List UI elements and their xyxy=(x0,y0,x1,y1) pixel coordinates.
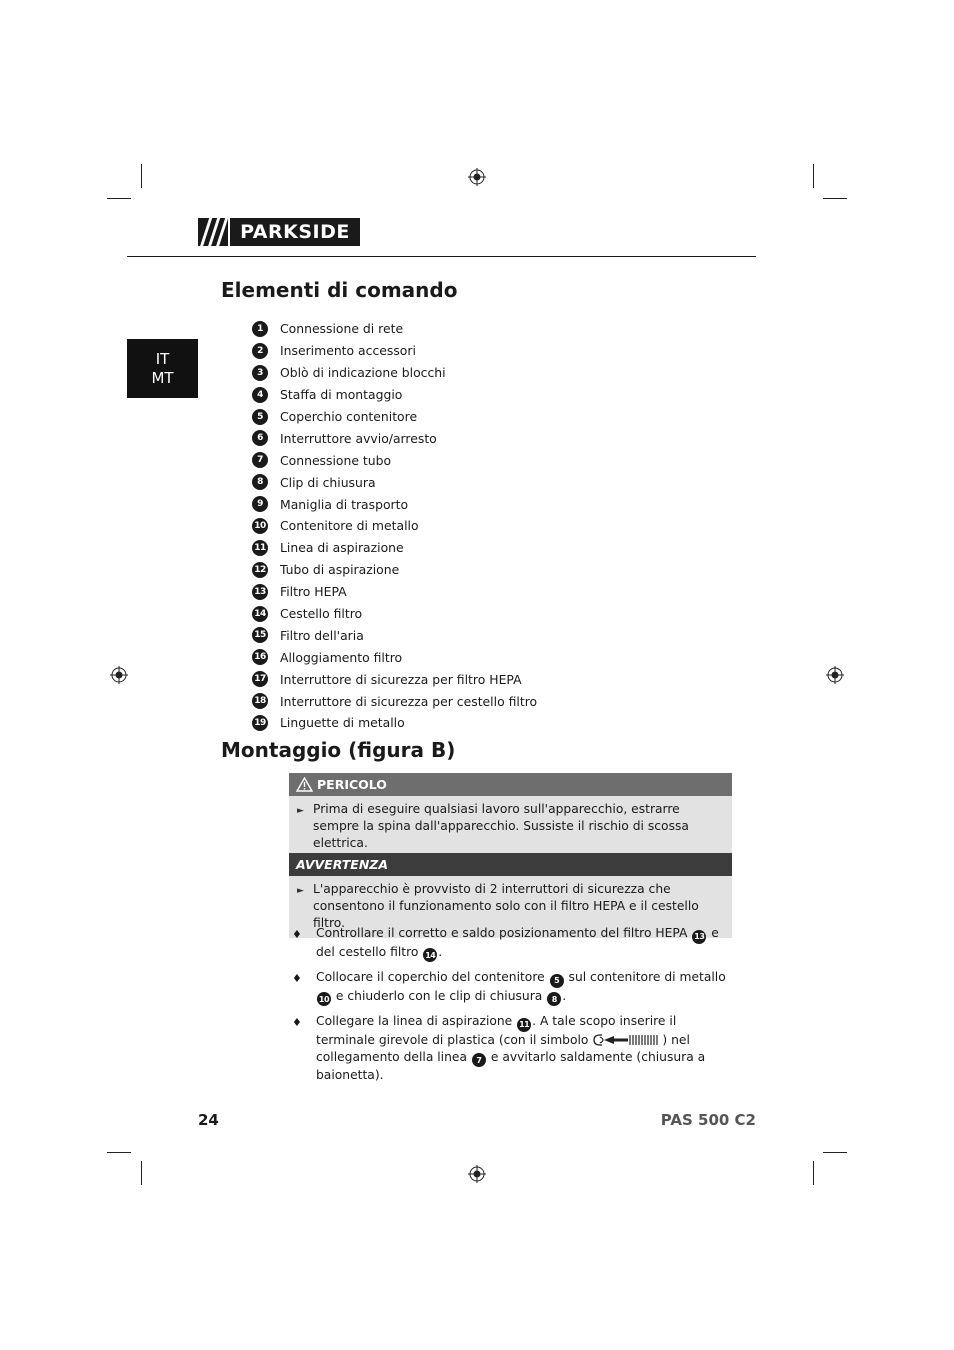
logo-stripes-icon xyxy=(198,218,228,246)
step-text-part: . xyxy=(562,988,567,1003)
list-item xyxy=(252,581,537,603)
part-label: Staffa di montaggio xyxy=(280,387,403,403)
part-number-badge: 8 xyxy=(547,992,561,1006)
registration-mark-icon xyxy=(110,666,128,684)
danger-text: Prima di eseguire qualsiasi lavoro sull'apparecchio, estrarre sempre la spina dall'apparecchio. Sussiste il rischio di scossa elettrica. xyxy=(313,802,689,850)
list-item xyxy=(252,515,537,537)
language-tab xyxy=(127,339,198,398)
danger-box xyxy=(289,773,732,858)
list-item xyxy=(252,690,537,712)
step-text-part: . xyxy=(438,944,443,959)
part-number-badge: 2 xyxy=(252,343,268,359)
part-number-badge: 4 xyxy=(252,387,268,403)
part-number-badge: 16 xyxy=(252,649,268,665)
part-label: Filtro dell'aria xyxy=(280,627,364,643)
list-item xyxy=(252,427,537,449)
language-code-mt: MT xyxy=(151,368,174,387)
step-text-part: Collocare il coperchio del contenitore xyxy=(316,970,545,984)
part-label: Maniglia di trasporto xyxy=(280,496,409,512)
assembly-steps xyxy=(292,925,732,1091)
warning-label: AVVERTENZA xyxy=(296,857,389,872)
list-item xyxy=(252,449,537,471)
crop-mark xyxy=(107,1152,131,1153)
part-label: Interruttore di sicurezza per cestello filtro xyxy=(280,693,538,709)
part-number-badge: 1 xyxy=(252,321,268,337)
language-code-it: IT xyxy=(155,349,170,368)
part-number-badge: 13 xyxy=(252,584,268,600)
model-name: PAS 500 C2 xyxy=(660,1111,756,1129)
part-label: Contenitore di metallo xyxy=(280,518,419,534)
part-label: Oblò di indicazione blocchi xyxy=(280,365,446,381)
part-number-badge: 17 xyxy=(252,671,268,687)
list-item xyxy=(252,537,537,559)
arrow-right-icon: ► xyxy=(297,886,304,896)
part-number-badge: 11 xyxy=(252,540,268,556)
step-text-part: Collegare la linea di aspirazione xyxy=(316,1014,513,1028)
arrow-right-icon: ► xyxy=(297,806,304,816)
crop-mark xyxy=(141,164,142,188)
registration-mark-icon xyxy=(826,666,844,684)
part-label: Interruttore di sicurezza per filtro HEPA xyxy=(280,671,522,687)
list-item xyxy=(292,969,732,1006)
part-label: Connessione tubo xyxy=(280,452,392,468)
list-item xyxy=(252,712,537,734)
list-item xyxy=(292,1013,732,1084)
registration-mark-icon xyxy=(468,168,486,186)
part-number-badge: 15 xyxy=(252,627,268,643)
section-title-assembly: Montaggio (figura B) xyxy=(221,738,456,762)
part-number-badge: 14 xyxy=(252,606,268,622)
parkside-logo xyxy=(198,218,360,246)
diamond-bullet-icon: ♦ xyxy=(292,928,302,941)
crop-mark xyxy=(141,1161,142,1185)
crop-mark xyxy=(813,1161,814,1185)
part-number-badge: 19 xyxy=(252,715,268,731)
part-number-badge: 9 xyxy=(252,496,268,512)
list-item xyxy=(252,406,537,428)
list-item xyxy=(252,624,537,646)
part-label: Interruttore avvio/arresto xyxy=(280,430,437,446)
header-rule xyxy=(127,256,756,257)
page-number: 24 xyxy=(198,1111,219,1129)
danger-label: PERICOLO xyxy=(317,777,387,792)
part-label: Filtro HEPA xyxy=(280,584,347,600)
part-label: Connessione di rete xyxy=(280,321,404,337)
part-number-badge: 5 xyxy=(550,974,564,988)
list-item xyxy=(252,559,537,581)
crop-mark xyxy=(823,198,847,199)
part-number-badge: 8 xyxy=(252,474,268,490)
part-number-badge: 11 xyxy=(517,1018,531,1032)
step-text xyxy=(316,1013,732,1084)
crop-mark xyxy=(823,1152,847,1153)
step-text-part: sul contenitore di metallo xyxy=(568,970,726,984)
step-text xyxy=(316,969,732,1006)
crop-mark xyxy=(813,164,814,188)
part-number-badge: 6 xyxy=(252,430,268,446)
warning-header xyxy=(289,853,732,876)
logo-text: PARKSIDE xyxy=(240,221,350,243)
step-text-part: e avvitarlo saldamente (chiusura a baionetta). xyxy=(316,1049,706,1082)
step-text-part: e chiuderlo con le clip di chiusura xyxy=(335,988,543,1003)
list-item xyxy=(252,384,537,406)
part-label: Inserimento accessori xyxy=(280,343,416,359)
parts-list xyxy=(252,318,537,734)
part-number-badge: 7 xyxy=(472,1053,486,1067)
part-label: Tubo di aspirazione xyxy=(280,562,400,578)
crop-mark xyxy=(107,198,131,199)
hose-coupling-icon xyxy=(592,1033,662,1047)
part-label: Linguette di metallo xyxy=(280,715,405,731)
list-item xyxy=(252,603,537,625)
step-text-part: ) nel collegamento della linea xyxy=(316,1032,690,1064)
registration-mark-icon xyxy=(468,1165,486,1183)
step-text-part: . A tale scopo inserire il terminale girevole di plastica (con il simbolo xyxy=(316,1014,677,1047)
step-text xyxy=(316,925,732,962)
danger-body xyxy=(289,796,732,858)
list-item xyxy=(252,646,537,668)
part-number-badge: 14 xyxy=(423,948,437,962)
part-label: Linea di aspirazione xyxy=(280,540,404,556)
list-item xyxy=(252,668,537,690)
part-number-badge: 12 xyxy=(252,562,268,578)
part-number-badge: 10 xyxy=(252,518,268,534)
danger-header xyxy=(289,773,732,796)
section-title-controls: Elementi di comando xyxy=(221,278,458,302)
part-label: Cestello filtro xyxy=(280,606,363,622)
part-label: Clip di chiusura xyxy=(280,474,376,490)
list-item xyxy=(292,925,732,962)
part-number-badge: 7 xyxy=(252,452,268,468)
diamond-bullet-icon: ♦ xyxy=(292,1016,302,1029)
part-label: Alloggiamento filtro xyxy=(280,649,403,665)
diamond-bullet-icon: ♦ xyxy=(292,972,302,985)
step-text-part: e del cestello filtro xyxy=(316,926,719,959)
warning-text: L'apparecchio è provvisto di 2 interruttori di sicurezza che consentono il funzionamento solo con il filtro HEPA e il cestello filtro. xyxy=(313,882,699,930)
list-item xyxy=(252,340,537,362)
part-number-badge: 10 xyxy=(317,992,331,1006)
list-item xyxy=(252,318,537,340)
part-number-badge: 5 xyxy=(252,409,268,425)
warning-triangle-icon xyxy=(296,777,313,792)
logo-wordmark xyxy=(230,218,360,246)
list-item xyxy=(252,471,537,493)
list-item xyxy=(252,493,537,515)
step-text-part: Controllare il corretto e saldo posizionamento del filtro HEPA xyxy=(316,926,688,940)
part-number-badge: 13 xyxy=(692,930,706,944)
list-item xyxy=(252,362,537,384)
part-number-badge: 3 xyxy=(252,365,268,381)
part-label: Coperchio contenitore xyxy=(280,409,418,424)
part-number-badge: 18 xyxy=(252,693,268,709)
